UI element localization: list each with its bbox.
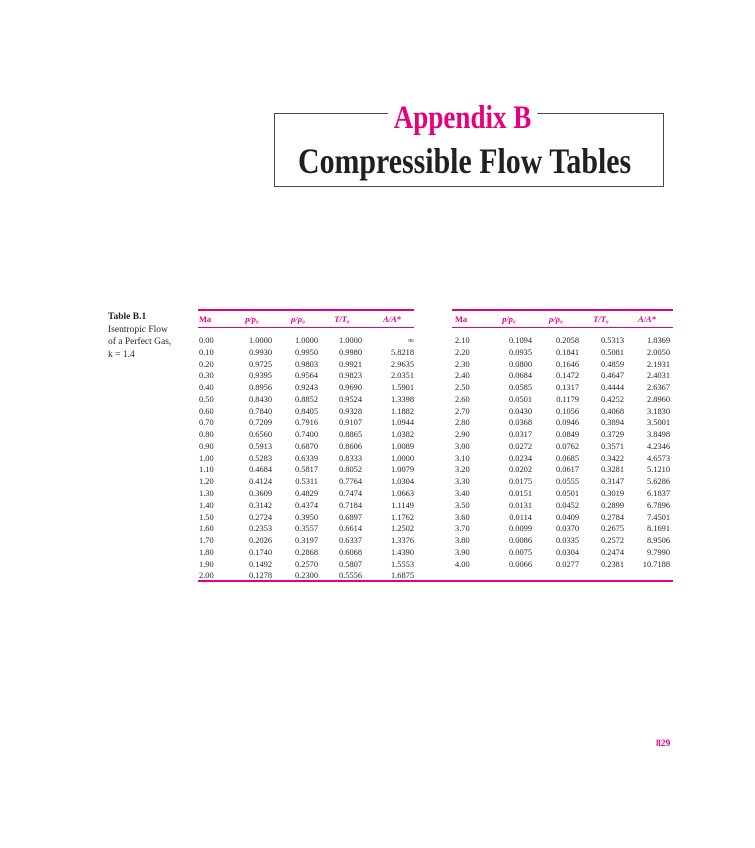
cell-ma: 0.50: [199, 394, 214, 404]
cell-temperature-ratio: 0.3422: [600, 453, 624, 463]
cell-temperature-ratio: 0.8865: [338, 430, 362, 440]
cell-pressure-ratio: 0.0368: [508, 418, 532, 428]
cell-area-ratio: ∞: [408, 336, 414, 345]
cell-temperature-ratio: 0.9980: [338, 347, 362, 357]
cell-area-ratio: 10.7188: [642, 559, 670, 569]
cell-density-ratio: 0.9243: [294, 383, 318, 393]
cell-area-ratio: 1.0079: [390, 465, 414, 475]
cell-pressure-ratio: 0.0317: [508, 430, 532, 440]
table-caption: [108, 311, 198, 361]
cell-density-ratio: 0.0685: [555, 453, 579, 463]
cell-density-ratio: 0.3557: [294, 524, 318, 534]
cell-area-ratio: 7.4501: [646, 512, 670, 522]
cell-ma: 2.20: [455, 347, 470, 357]
cell-density-ratio: 0.2058: [555, 336, 579, 345]
cell-temperature-ratio: 0.7474: [338, 489, 362, 498]
cell-density-ratio: 0.1317: [555, 383, 579, 393]
cell-temperature-ratio: 0.5313: [600, 336, 624, 345]
cell-ma: 3.90: [455, 547, 470, 557]
cell-temperature-ratio: 0.5807: [338, 559, 362, 569]
cell-pressure-ratio: 0.1492: [248, 559, 272, 569]
cell-density-ratio: 0.0304: [555, 547, 579, 557]
cell-temperature-ratio: 0.9328: [338, 406, 362, 416]
cell-density-ratio: 0.3197: [294, 536, 318, 546]
cell-density-ratio: 0.0452: [555, 500, 579, 510]
cell-density-ratio: 0.0762: [555, 441, 579, 451]
cell-temperature-ratio: 0.2784: [600, 512, 624, 522]
cell-temperature-ratio: 0.9823: [338, 371, 362, 381]
cell-area-ratio: 5.6286: [646, 477, 670, 487]
cell-pressure-ratio: 0.0272: [508, 441, 532, 451]
cell-density-ratio: 0.0370: [555, 524, 579, 534]
cell-pressure-ratio: 0.0234: [508, 453, 532, 463]
cell-area-ratio: 1.0382: [390, 430, 414, 440]
cell-pressure-ratio: 0.7840: [248, 406, 272, 416]
cell-density-ratio: 0.7400: [294, 430, 318, 440]
column-header-ma: Ma: [455, 315, 468, 324]
cell-ma: 0.10: [199, 347, 214, 357]
cell-pressure-ratio: 0.4684: [248, 465, 272, 475]
cell-density-ratio: 0.8852: [294, 394, 318, 404]
cell-ma: 3.40: [455, 489, 470, 498]
cell-density-ratio: 0.0849: [555, 430, 579, 440]
cell-temperature-ratio: 0.9107: [338, 418, 362, 428]
cell-temperature-ratio: 0.2381: [600, 559, 624, 569]
cell-ma: 2.70: [455, 406, 470, 416]
page-number: 829: [656, 739, 671, 749]
table-header-rule-left: [198, 327, 414, 328]
cell-temperature-ratio: 0.3729: [600, 430, 624, 440]
cell-pressure-ratio: 0.0131: [508, 500, 532, 510]
cell-pressure-ratio: 1.0000: [248, 336, 272, 345]
table-header-rule-right: [452, 327, 673, 328]
cell-area-ratio: 1.0089: [390, 441, 414, 451]
cell-area-ratio: 2.9635: [390, 359, 414, 369]
cell-pressure-ratio: 0.8430: [248, 394, 272, 404]
cell-pressure-ratio: 0.3609: [248, 489, 272, 498]
cell-density-ratio: 1.0000: [294, 336, 318, 345]
cell-area-ratio: 3.8498: [646, 430, 670, 440]
cell-temperature-ratio: 0.2474: [600, 547, 624, 557]
cell-pressure-ratio: 0.9395: [248, 371, 272, 381]
cell-ma: 2.00: [199, 571, 214, 581]
cell-area-ratio: 1.3376: [390, 536, 414, 546]
cell-pressure-ratio: 0.0151: [508, 489, 532, 498]
cell-area-ratio: 9.7990: [646, 547, 670, 557]
appendix-label: Appendix B: [388, 98, 537, 138]
cell-ma: 0.60: [199, 406, 214, 416]
cell-ma: 1.40: [199, 500, 214, 510]
caption-line: k = 1.4: [108, 349, 135, 360]
cell-ma: 1.60: [199, 524, 214, 534]
cell-area-ratio: 1.2502: [390, 524, 414, 534]
cell-pressure-ratio: 0.0800: [508, 359, 532, 369]
cell-area-ratio: 6.1837: [646, 489, 670, 498]
cell-pressure-ratio: 0.2724: [248, 512, 272, 522]
cell-pressure-ratio: 0.0430: [508, 406, 532, 416]
cell-temperature-ratio: 0.6337: [338, 536, 362, 546]
cell-pressure-ratio: 0.9725: [248, 359, 272, 369]
cell-pressure-ratio: 0.1094: [508, 336, 532, 345]
cell-ma: 0.80: [199, 430, 214, 440]
cell-temperature-ratio: 0.5556: [338, 571, 362, 581]
column-header-temperature-ratio: T/T₀: [593, 315, 609, 324]
cell-ma: 3.00: [455, 441, 470, 451]
cell-pressure-ratio: 0.3142: [248, 500, 272, 510]
cell-ma: 3.20: [455, 465, 470, 475]
cell-temperature-ratio: 0.7184: [338, 500, 362, 510]
cell-ma: 4.00: [455, 559, 470, 569]
cell-temperature-ratio: 0.3894: [600, 418, 624, 428]
cell-ma: 3.30: [455, 477, 470, 487]
cell-pressure-ratio: 0.1278: [248, 571, 272, 581]
column-header-density-ratio: ρ/ρ₀: [549, 315, 563, 324]
cell-density-ratio: 0.0617: [555, 465, 579, 475]
cell-temperature-ratio: 0.4252: [600, 394, 624, 404]
cell-pressure-ratio: 0.0935: [508, 347, 532, 357]
cell-area-ratio: 5.8218: [390, 347, 414, 357]
cell-ma: 0.00: [199, 336, 214, 345]
cell-temperature-ratio: 0.5081: [600, 347, 624, 357]
cell-density-ratio: 0.0946: [555, 418, 579, 428]
column-header-area-ratio: A/A*: [383, 315, 401, 324]
cell-temperature-ratio: 0.4647: [600, 371, 624, 381]
cell-pressure-ratio: 0.0075: [508, 547, 532, 557]
cell-pressure-ratio: 0.4124: [248, 477, 272, 487]
cell-temperature-ratio: 0.9921: [338, 359, 362, 369]
cell-ma: 1.30: [199, 489, 214, 498]
cell-area-ratio: 2.4031: [646, 371, 670, 381]
cell-temperature-ratio: 0.4859: [600, 359, 624, 369]
cell-ma: 3.70: [455, 524, 470, 534]
cell-area-ratio: 1.3398: [390, 394, 414, 404]
cell-area-ratio: 1.0304: [390, 477, 414, 487]
column-header-temperature-ratio: T/T₀: [334, 315, 350, 324]
cell-pressure-ratio: 0.8956: [248, 383, 272, 393]
cell-ma: 0.70: [199, 418, 214, 428]
cell-temperature-ratio: 0.3019: [600, 489, 624, 498]
cell-pressure-ratio: 0.6560: [248, 430, 272, 440]
page-title: Compressible Flow Tables: [298, 141, 632, 181]
cell-density-ratio: 0.7916: [294, 418, 318, 428]
cell-area-ratio: 1.5553: [390, 559, 414, 569]
cell-ma: 2.90: [455, 430, 470, 440]
cell-temperature-ratio: 0.3571: [600, 441, 624, 451]
cell-density-ratio: 0.1056: [555, 406, 579, 416]
cell-temperature-ratio: 0.3281: [600, 465, 624, 475]
cell-temperature-ratio: 0.4068: [600, 406, 624, 416]
table-top-rule-right: [452, 309, 673, 311]
cell-pressure-ratio: 0.0066: [508, 559, 532, 569]
cell-density-ratio: 0.1472: [555, 371, 579, 381]
cell-ma: 1.90: [199, 559, 214, 569]
cell-area-ratio: 8.9506: [646, 536, 670, 546]
cell-ma: 1.00: [199, 453, 214, 463]
cell-ma: 3.50: [455, 500, 470, 510]
cell-temperature-ratio: 0.2572: [600, 536, 624, 546]
cell-density-ratio: 0.0409: [555, 512, 579, 522]
cell-pressure-ratio: 0.0684: [508, 371, 532, 381]
table-id: Table B.1: [108, 312, 147, 322]
cell-area-ratio: 2.1931: [646, 359, 670, 369]
cell-density-ratio: 0.2300: [294, 571, 318, 581]
cell-density-ratio: 0.4374: [294, 500, 318, 510]
cell-pressure-ratio: 0.0175: [508, 477, 532, 487]
cell-temperature-ratio: 0.7764: [338, 477, 362, 487]
cell-area-ratio: 3.1830: [646, 406, 670, 416]
cell-area-ratio: 1.5901: [390, 383, 414, 393]
cell-density-ratio: 0.6870: [294, 441, 318, 451]
cell-temperature-ratio: 0.8333: [338, 453, 362, 463]
column-header-pressure-ratio: p/p₀: [245, 315, 259, 324]
cell-temperature-ratio: 0.3147: [600, 477, 624, 487]
cell-ma: 0.20: [199, 359, 214, 369]
cell-pressure-ratio: 0.0114: [509, 512, 532, 522]
cell-pressure-ratio: 0.9930: [248, 347, 272, 357]
cell-pressure-ratio: 0.5913: [248, 441, 272, 451]
cell-temperature-ratio: 0.6614: [338, 524, 362, 534]
cell-ma: 0.90: [199, 441, 214, 451]
cell-pressure-ratio: 0.2353: [248, 524, 272, 534]
cell-ma: 1.80: [199, 547, 214, 557]
cell-density-ratio: 0.9950: [294, 347, 318, 357]
cell-temperature-ratio: 0.9690: [338, 383, 362, 393]
cell-density-ratio: 0.0501: [555, 489, 579, 498]
column-header-ma: Ma: [199, 315, 212, 324]
cell-density-ratio: 0.8405: [294, 406, 318, 416]
cell-density-ratio: 0.1646: [555, 359, 579, 369]
cell-area-ratio: 4.2346: [646, 441, 670, 451]
cell-area-ratio: 1.8369: [646, 336, 670, 345]
cell-ma: 3.80: [455, 536, 470, 546]
cell-area-ratio: 6.7896: [646, 500, 670, 510]
cell-pressure-ratio: 0.7209: [248, 418, 272, 428]
cell-density-ratio: 0.1179: [556, 394, 579, 404]
cell-density-ratio: 0.5311: [295, 477, 318, 487]
cell-area-ratio: 2.6367: [646, 383, 670, 393]
cell-area-ratio: 2.0050: [646, 347, 670, 357]
cell-pressure-ratio: 0.0585: [508, 383, 532, 393]
cell-temperature-ratio: 0.8052: [338, 465, 362, 475]
cell-temperature-ratio: 0.6897: [338, 512, 362, 522]
cell-ma: 2.40: [455, 371, 470, 381]
cell-ma: 2.60: [455, 394, 470, 404]
cell-area-ratio: 1.6875: [390, 571, 414, 581]
cell-area-ratio: 1.0663: [390, 489, 414, 498]
cell-area-ratio: 1.4390: [390, 547, 414, 557]
cell-density-ratio: 0.9803: [294, 359, 318, 369]
cell-density-ratio: 0.0555: [555, 477, 579, 487]
cell-density-ratio: 0.1841: [555, 347, 579, 357]
cell-area-ratio: 4.6573: [646, 453, 670, 463]
cell-pressure-ratio: 0.0099: [508, 524, 532, 534]
cell-temperature-ratio: 1.0000: [338, 336, 362, 345]
cell-temperature-ratio: 0.9524: [338, 394, 362, 404]
cell-density-ratio: 0.2570: [294, 559, 318, 569]
cell-area-ratio: 3.5001: [646, 418, 670, 428]
cell-area-ratio: 8.1691: [646, 524, 670, 534]
caption-line: of a Perfect Gas,: [108, 337, 172, 347]
cell-density-ratio: 0.0335: [555, 536, 579, 546]
cell-area-ratio: 5.1210: [646, 465, 670, 475]
cell-ma: 1.20: [199, 477, 214, 487]
cell-ma: 0.30: [199, 371, 214, 381]
cell-density-ratio: 0.5817: [294, 465, 318, 475]
cell-ma: 1.70: [199, 536, 214, 546]
cell-ma: 1.50: [199, 512, 214, 522]
cell-area-ratio: 2.0351: [390, 371, 414, 381]
cell-ma: 2.80: [455, 418, 470, 428]
cell-temperature-ratio: 0.4444: [600, 383, 624, 393]
cell-ma: 2.50: [455, 383, 470, 393]
cell-area-ratio: 2.8960: [646, 394, 670, 404]
cell-pressure-ratio: 0.0086: [508, 536, 532, 546]
cell-ma: 2.10: [455, 336, 470, 345]
cell-pressure-ratio: 0.0202: [508, 465, 532, 475]
cell-temperature-ratio: 0.2675: [600, 524, 624, 534]
cell-ma: 0.40: [199, 383, 214, 393]
cell-density-ratio: 0.4829: [294, 489, 318, 498]
cell-temperature-ratio: 0.8606: [338, 441, 362, 451]
cell-area-ratio: 1.1149: [391, 500, 414, 510]
cell-ma: 3.60: [455, 512, 470, 522]
cell-density-ratio: 0.0277: [555, 559, 579, 569]
cell-density-ratio: 0.9564: [294, 371, 318, 381]
cell-ma: 2.30: [455, 359, 470, 369]
cell-temperature-ratio: 0.2899: [600, 500, 624, 510]
cell-density-ratio: 0.6339: [294, 453, 318, 463]
cell-pressure-ratio: 0.1740: [248, 547, 272, 557]
cell-area-ratio: 1.1762: [390, 512, 414, 522]
cell-pressure-ratio: 0.0501: [508, 394, 532, 404]
cell-pressure-ratio: 0.5283: [248, 453, 272, 463]
cell-temperature-ratio: 0.6068: [338, 547, 362, 557]
cell-density-ratio: 0.2868: [294, 547, 318, 557]
cell-area-ratio: 1.0944: [390, 418, 414, 428]
cell-area-ratio: 1.1882: [390, 406, 414, 416]
cell-density-ratio: 0.3950: [294, 512, 318, 522]
caption-line: Isentropic Flow: [108, 324, 168, 335]
column-header-area-ratio: A/A*: [638, 315, 656, 324]
cell-pressure-ratio: 0.2026: [248, 536, 272, 546]
cell-ma: 1.10: [199, 465, 214, 475]
column-header-pressure-ratio: p/p₀: [502, 315, 516, 324]
cell-area-ratio: 1.0000: [390, 453, 414, 463]
cell-ma: 3.10: [455, 453, 470, 463]
column-header-density-ratio: ρ/ρ₀: [291, 315, 305, 324]
table-top-rule-left: [198, 309, 414, 311]
